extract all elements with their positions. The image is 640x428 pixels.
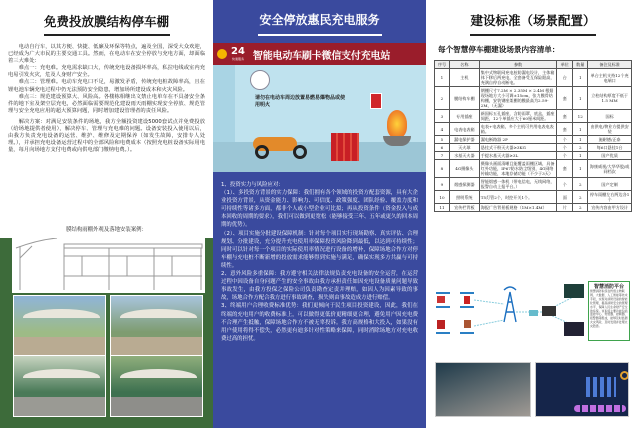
table-cell: 照明系统 (449, 191, 479, 204)
table-cell: 11 (435, 204, 450, 212)
table-cell: 7 (435, 152, 450, 160)
table-cell: 钢棚尺寸7.2M × 2.35M × 2.4M 根据现场地方大小可调±15cm，张力膜骨结构棚，安装钢座架棚的膜最高为2.59-2M，（无漏） (479, 87, 557, 110)
table-cell: 10 (435, 191, 450, 204)
left-panel (0, 0, 213, 428)
table-cell: 片 (557, 204, 573, 212)
sun-logo-icon (217, 49, 227, 59)
table-cell: 电表电表箱 (449, 123, 479, 136)
section-1-1: （1）、多投资方背景的实力保障：我们拥有各个领域的投资方配套资源，具有大企业投资方背景，从资金能力、影响力、可信度、政策强度、团队经验、覆盖力度和可持续性等诸多方面，都非个人或小型企业可比拟；再从投资条件（资金投入与成本回收的周期的要求），我们可以做到更宽松（能够接受三年、五年或更久的回本周期的优势）。 (221, 190, 418, 229)
table-cell: 1 (435, 69, 450, 87)
table-cell: 个 (557, 144, 573, 152)
platform-title: 智慧消防平台 (593, 284, 624, 290)
charging-station-banner (213, 43, 426, 65)
dashboard-screenshot (535, 362, 629, 417)
24h-badge: 24 (231, 46, 245, 57)
table-cell: 2 (435, 87, 450, 110)
table-cell: 灭火球 (449, 144, 479, 152)
bbq-fire-icon (383, 110, 411, 160)
list-subtitle: 每个智慧停车棚建设场景内容清单： (438, 45, 560, 54)
col-header: 名称 (449, 61, 479, 69)
table-cell: 1 (573, 69, 588, 87)
table-cell: 由供电/物业方提供安装 (588, 123, 632, 136)
3d-city-map-screenshot (435, 362, 531, 417)
col-header: 参数 (479, 61, 557, 69)
section-3: 3、终端用户合理收费标准优势：我们更倾向于民生项目投资建设，因此，我们在终端的充电用户的收费标准上，可以做得更低价更精细更合理，避免用户因充电费不合理产生抵触，保障场地合作方不被无辜投诉。我方高规格和大投入，如果没有用户使用将得不偿失，必然更有迪多针对性策略来保障，同时消除场地方对充电收费过高的担忧。 (221, 303, 418, 342)
difficulty-2: 难点二：管理难。电动车充电口不足，易激发矛盾，传统充电桩故障率高，且在锂电池车辆充电过程中仍无法预防安全隐患，增加场所建设成本和火灾风险。 (8, 79, 205, 93)
table-cell: 国标 (588, 110, 632, 123)
carport-photo-4 (110, 355, 203, 417)
col-header: 序号 (435, 61, 450, 69)
table-cell: 每6口悬挂1台 (588, 144, 632, 152)
right-panel (426, 0, 640, 428)
table-cell: 1 (573, 136, 588, 144)
table-cell: 1 (573, 123, 588, 136)
table-row (435, 191, 632, 204)
table-row (435, 152, 632, 160)
table-cell: 水基灭火器 (449, 152, 479, 160)
table-cell: 2 (573, 144, 588, 152)
platform-text: 智慧消防系统在传感主物联网、大数据、人工智能等技术手段，实现对消防设备的智能化管理，提高消防安全的管理水平，保障人民生命财产安全的系统。该系统主要功能包括监控中心、传感器、控制器、报警器等组成，能够及时监测火灾风险，及时发现并处理火灾隐患。 (590, 289, 628, 329)
table-row (435, 144, 632, 152)
table-row (435, 87, 632, 110)
table-cell: 套 (557, 87, 573, 110)
table-row (435, 178, 632, 191)
table-cell: 3 (435, 110, 450, 123)
table-cell: 面 (557, 191, 573, 204)
case-caption: 膜结构雨棚外观及落地安装案例： (66, 227, 147, 233)
right-title: 建设标准（场景配置） (470, 13, 596, 28)
table-cell: 1 (573, 87, 588, 110)
col-header: 数量 (573, 61, 588, 69)
table-cell: 5 (435, 136, 450, 144)
table-cell: 1 (573, 160, 588, 178)
middle-panel (213, 0, 426, 428)
carport-photo-2 (110, 295, 203, 357)
table-cell: T5灯管2个，时控开关1个。 (479, 191, 557, 204)
warning-text: 请勿在电动车周边放置易燃易爆物品或使用明火 (255, 95, 346, 108)
table-cell: 4 (435, 123, 450, 136)
carport-technical-drawing (12, 238, 205, 293)
title-underline (470, 34, 596, 36)
table-row (435, 110, 632, 123)
table-cell: 套 (557, 110, 573, 123)
table-cell: 国产优质 (588, 152, 632, 160)
table-cell: 2 (573, 191, 588, 204)
solution-paragraph: 解决方案：对满足安装条件的场地，我方全额投资建设5000套试点并免费投放（给场地提供者使用），解决停车、管理与充电难的问题。设备安装投入使用以后，由我方负责充电设备的运营、维护、维修及定期保养（如发生故障，安排专人处理。），并承担充电设备运营过程中的全部风险和电费成本（按照充电桩设备实际用电量，每月向场地方支付电费或向供电部门缴纳电费。）。 (8, 118, 205, 154)
table-cell: 国产定制 (588, 178, 632, 191)
table-cell: 9 (435, 178, 450, 191)
table-cell: 膜结构车棚 (449, 87, 479, 110)
iot-network-diagram (434, 282, 584, 338)
table-cell: 12 (573, 110, 588, 123)
table-cell: 套 (557, 160, 573, 178)
table-cell: 1 (573, 152, 588, 160)
difficulty-1: 难点一：充电难。充电需求缺口大，传统充电设备损坏率高，私拉电线或室内充电易引发火灾，危及人身财产安全。 (8, 65, 205, 79)
fire-extinguisher-sign-icon (370, 93, 382, 109)
table-row (435, 69, 632, 87)
table-cell: 施耐德/正泰 (588, 136, 632, 144)
table-cell: 单台主机支持12个充电端口 (588, 69, 632, 87)
table-cell: 漏电断路器 2P (479, 136, 557, 144)
investment-text (221, 181, 418, 343)
difficulty-3: 难点三：规范建设预算大、风险高。各楼栋相继出文禁止电单车在不具备安全条件的地下室及架空层充电，必然面临需要规范化建设雨天雨棚实现安全停放、规范管理与安全充电应用的超大预算问题，同时增加建设管理者的责任风险。 (8, 93, 205, 114)
table-row (435, 136, 632, 144)
table-cell: 海康威视/大华华股/或同档次 (588, 160, 632, 178)
smart-fire-platform-box (588, 281, 630, 341)
table-cell: 2 (573, 178, 588, 191)
banner-text: 智能电动车刷卡微信支付充电站 (252, 50, 391, 62)
carport-photo-3 (13, 355, 106, 417)
table-cell: 摄像头画面清晰且能覆盖雨棚区域，具备红外功能，IP67防水防尘级别，4G网络传输功能，本地存储功能（不少于3天） (479, 160, 557, 178)
col-header: 备注及标准 (588, 61, 632, 69)
table-cell: 6 (435, 144, 450, 152)
table-cell: 海报广告背景板规格（1M×1.4M） (479, 204, 557, 212)
table-cell: 2 (573, 204, 588, 212)
table-cell: 个 (557, 152, 573, 160)
table-cell: 8 (435, 160, 450, 178)
carport-photo-1 (13, 295, 106, 357)
middle-title: 安全停放惠民充电服务 (259, 13, 380, 27)
table-cell: 电表+电表箱，多个主机可共用电表电表箱。 (479, 123, 557, 136)
table-cell: 个 (557, 178, 573, 191)
table-header (435, 61, 632, 69)
safety-illustration (213, 65, 426, 172)
table-row (435, 204, 632, 212)
firecrackers-icon (331, 133, 359, 161)
table-row (435, 123, 632, 136)
table-cell: 集中式物联网充电桩防漏电设计，主体箱体下移后两充电，全套备受互保险限高，充满自停自动断电。 (479, 69, 557, 87)
table-cell: 手提水基灭火器≥3L (479, 152, 557, 160)
table-cell: 立柱结构厚度不低于1.5 MM (588, 87, 632, 110)
badge-subtext: 快速服务 (231, 57, 244, 61)
table-cell: 主机 (449, 69, 479, 87)
round-seal (250, 70, 270, 90)
electric-scooter-icon (253, 127, 313, 159)
title-underline (258, 34, 382, 36)
col-header: 单位 (557, 61, 573, 69)
table-cell: 个 (557, 136, 573, 144)
table-cell: 专用插座 (449, 110, 479, 123)
table-cell: 漏电保护器 (449, 136, 479, 144)
intro-paragraph: 电动自行车，以其方便、快捷、低廉及环保等特点，遍及全国，深受大众欢迎，已经成为广大市民的主要交通工具。然而，在电动车在安全停放与充电方面，却面临着三大难处： (8, 44, 205, 65)
table-cell: 智能烟感一体机（带电信电，无线网络，报警自动上报平台。） (479, 178, 557, 191)
section-1-2: （2）、项目实施分批建设保障机制：针对每个项目实行现场勘察、真实评估、合理规划、分批建设，充分提升充电使用率保障投资风险降到最低，以达到可持续性；同时可以针对每一个项目的实际使用率情况进行设备的增补，保障场地合作方对停车棚与充电桩不断新增的投放需求能够得到实施与满足，确保实现多方共赢与可持续性。 (221, 230, 418, 269)
table-cell: 新国标五孔插座，含防雨罩，底盒，插座间距，12个单插应大于60厘米间距。 (479, 110, 557, 123)
table-cell: 悬挂式干粉灭火器≥3KG (479, 144, 557, 152)
section-heading: 1、投资实力与风险应对： (221, 182, 284, 188)
table-cell: 宣传栏背板 (449, 204, 479, 212)
section-2: 2、意外风险多重保障：我方遵守相关法律法规负责充电设备的安全运营，在运营过程中因设备自身问题产生的安全事故由我方承担责任如因充电设备质量问题导致事故发生，由我方投保之保险公司负责勘查定责并理赔，如因人为因素导致的事故，场地合作方配合我方进行事故调查，损失则由事故造成方进行赔偿。 (221, 271, 418, 302)
table-cell: 烟感探测器 (449, 178, 479, 191)
table-cell: 台 (557, 69, 573, 87)
table-cell: 4G摄像头 (449, 160, 479, 178)
table-row (435, 160, 632, 178)
table-cell: 停车雨棚左右两边各1个 (588, 191, 632, 204)
table-cell: 宣传内容由甲方设计 (588, 204, 632, 212)
equipment-table (434, 60, 632, 212)
table-cell: 套 (557, 123, 573, 136)
left-title: 免费投放膜结构停车棚 (43, 14, 169, 29)
